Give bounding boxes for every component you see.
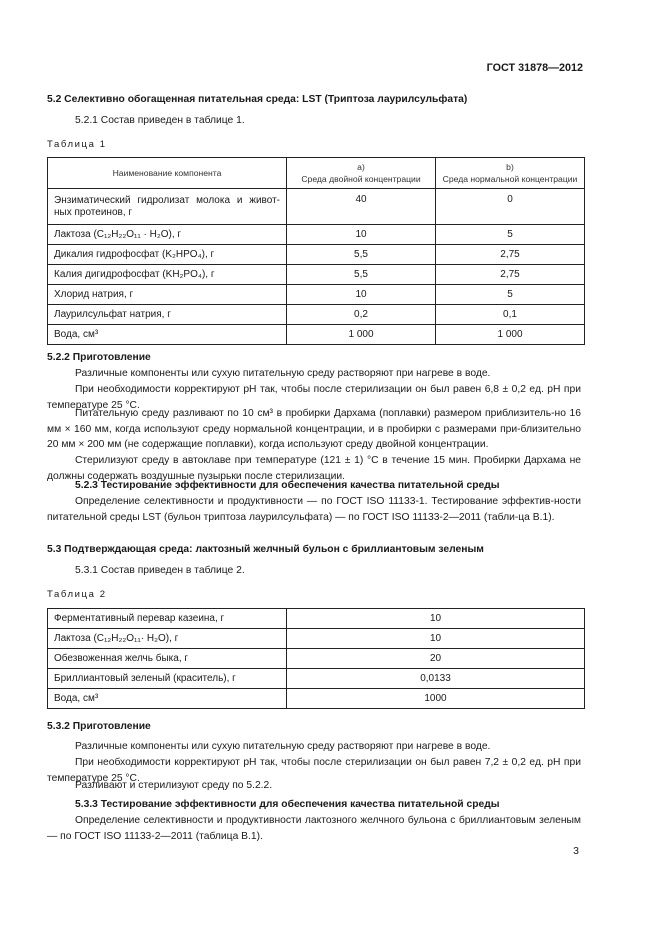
table-1-header-col-a-letter: a) [357,162,365,172]
table-2-cell-value: 1000 [287,689,585,709]
table-1-caption: Таблица 1 [47,139,107,150]
table-1-cell-name: Вода, см³ [48,325,287,345]
table-1-cell-a: 10 [287,225,436,245]
table-1-header-col-b [436,158,585,189]
table-row [48,265,585,285]
section-5-3-3-title: 5.3.3 Тестирование эффективности для обеспечения качества питательной среды [75,799,500,810]
section-5-3-2-title: 5.3.2 Приготовление [47,721,151,732]
table-2-cell-name: Вода, см³ [48,689,287,709]
section-5-2-2-para-2: При необходимости корректируют pH так, чтобы после стерилизации он был равен 6,8 ± 0,2 ед. pH при температуре 25 °С. [47,384,581,411]
table-row [48,305,585,325]
table-1-cell-b: 5 [436,225,585,245]
table-row [48,649,585,669]
table-2-cell-value: 20 [287,649,585,669]
table-row [48,225,585,245]
table-1-cell-b: 1 000 [436,325,585,345]
table-1-cell-b: 2,75 [436,245,585,265]
table-row [48,629,585,649]
table-1-header-col-a [287,158,436,189]
table-row [48,245,585,265]
table-row [48,609,585,629]
section-5-3-2-para-3: Разливают и стерилизуют среду по 5.2.2. [75,780,273,791]
table-1-cell-b: 2,75 [436,265,585,285]
table-row [48,325,585,345]
section-5-3-3-text: Определение селективности и продуктивности лактозного желчного бульона с бриллиантовым зеленым — по ГОСТ ISO 11133-2—2011 (таблица В.1). [47,815,581,842]
table-1-cell-b: 0 [436,189,585,225]
table-2-cell-value: 10 [287,629,585,649]
table-row [48,689,585,709]
table-1-cell-b: 0,1 [436,305,585,325]
table-1-cell-a: 5,5 [287,265,436,285]
section-5-2-title: 5.2 Селективно обогащенная питательная среда: LST (Триптоза лаурилсульфата) [47,94,468,105]
table-1-cell-a: 5,5 [287,245,436,265]
table-row [48,669,585,689]
section-5-3-title: 5.3 Подтверждающая среда: лактозный желчный бульон с бриллиантовым зеленым [47,544,484,555]
table-2-cell-name: Ферментативный перевар казеина, г [48,609,287,629]
section-5-3-2-para-1: Различные компоненты или сухую питательную среду растворяют при нагреве в воде. [75,741,491,752]
table-1-header-row [48,158,585,189]
table-2-cell-value: 0,0133 [287,669,585,689]
table-1-header-col-a-desc: Среда двойной концентрации [301,174,421,184]
table-1-cell-a: 1 000 [287,325,436,345]
section-5-2-2-title: 5.2.2 Приготовление [47,352,151,363]
table-1-cell-b: 5 [436,285,585,305]
table-2-cell-name: Обезвоженная желчь быка, г [48,649,287,669]
table-1-cell-name: Калия дигидрофосфат (KH₂PO₄), г [48,265,287,285]
table-1-header-col-b-desc: Среда нормальной концентрации [442,174,578,184]
table-1-cell-a: 40 [287,189,436,225]
table-1-header-component: Наименование компонента [48,158,287,189]
section-5-2-3-title: 5.2.3 Тестирование эффективности для обеспечения качества питательной среды [75,480,500,491]
table-2-cell-value: 10 [287,609,585,629]
table-1 [47,157,585,345]
table-1-cell-name: Лактоза (C₁₂H₂₂O₁₁ · H₂O), г [48,225,287,245]
table-1-cell-a: 0,2 [287,305,436,325]
table-1-cell-name: Энзиматический гидролизат молока и живот-ных протеинов, г [48,189,287,225]
table-1-cell-a: 10 [287,285,436,305]
document-header-id: ГОСТ 31878—2012 [486,62,583,74]
section-5-3-1-text: 5.3.1 Состав приведен в таблице 2. [75,565,245,576]
section-5-2-1-text: 5.2.1 Состав приведен в таблице 1. [75,115,245,126]
table-2-cell-name: Бриллиантовый зеленый (краситель), г [48,669,287,689]
table-1-cell-name: Хлорид натрия, г [48,285,287,305]
table-2-cell-name: Лактоза (C₁₂H₂₂O₁₁· H₂O), г [48,629,287,649]
table-row [48,285,585,305]
table-1-header-col-b-letter: b) [506,162,514,172]
table-2-caption: Таблица 2 [47,589,107,600]
section-5-2-2-para-1: Различные компоненты или сухую питательную среду растворяют при нагреве в воде. [75,368,491,379]
page-number: 3 [573,845,579,857]
section-5-2-2-para-4: Стерилизуют среду в автоклаве при температуре (121 ± 1) °С в течение 15 мин. Пробирки Дархама не должны содержать воздушные пузырьки после стерилизации. [47,455,581,482]
section-5-3-2-para-2: При необходимости корректируют pH так, чтобы после стерилизации он был равен 7,2 ± 0,2 ед. pH при температуре 25 °С. [47,757,581,784]
table-1-cell-name: Дикалия гидрофосфат (K₂HPO₄), г [48,245,287,265]
table-1-cell-name: Лаурилсульфат натрия, г [48,305,287,325]
section-5-2-2-para-3: Питательную среду разливают по 10 см³ в пробирки Дархама (поплавки) размером приблизитель-но 16 мм × 160 мм, когда используют среду нормальной концентрации, и в пробирки с размерами при-близительно 20 мм × 200 мм (не содержащие поплавки), когда используют среду двойной концентрации. [47,408,581,450]
section-5-2-3-text: Определение селективности и продуктивности — по ГОСТ ISO 11133-1. Тестирование эффектив-ности питательной среды LST (бульон триптоза лаурилсульфата) — по ГОСТ ISO 11133-2—2011 (табли-ца В.1). [47,496,581,523]
table-row [48,189,585,225]
table-2 [47,608,585,709]
